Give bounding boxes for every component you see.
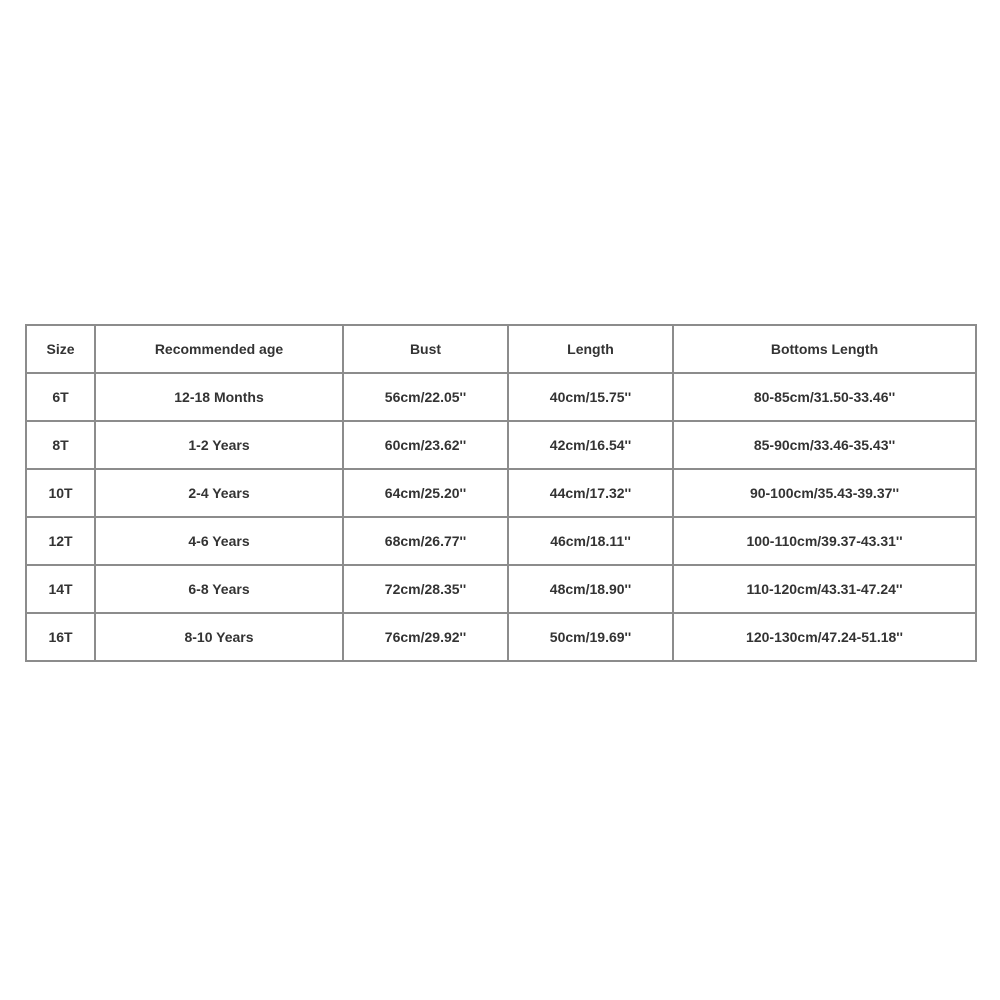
header-recommended-age: Recommended age [95, 325, 343, 373]
cell-size: 10T [26, 469, 95, 517]
cell-length: 50cm/19.69'' [508, 613, 673, 661]
cell-bottoms-length: 85-90cm/33.46-35.43'' [673, 421, 976, 469]
cell-bust: 72cm/28.35'' [343, 565, 508, 613]
table-row [26, 469, 976, 517]
cell-length: 42cm/16.54'' [508, 421, 673, 469]
header-length: Length [508, 325, 673, 373]
cell-bottoms-length: 110-120cm/43.31-47.24'' [673, 565, 976, 613]
cell-age: 4-6 Years [95, 517, 343, 565]
cell-length: 44cm/17.32'' [508, 469, 673, 517]
header-bottoms-length: Bottoms Length [673, 325, 976, 373]
cell-bottoms-length: 90-100cm/35.43-39.37'' [673, 469, 976, 517]
cell-length: 40cm/15.75'' [508, 373, 673, 421]
cell-age: 6-8 Years [95, 565, 343, 613]
cell-bottoms-length: 120-130cm/47.24-51.18'' [673, 613, 976, 661]
cell-age: 2-4 Years [95, 469, 343, 517]
cell-bottoms-length: 100-110cm/39.37-43.31'' [673, 517, 976, 565]
header-bust: Bust [343, 325, 508, 373]
cell-bottoms-length: 80-85cm/31.50-33.46'' [673, 373, 976, 421]
table-row [26, 613, 976, 661]
cell-age: 8-10 Years [95, 613, 343, 661]
table-row [26, 421, 976, 469]
cell-age: 1-2 Years [95, 421, 343, 469]
header-row [26, 325, 976, 373]
cell-bust: 64cm/25.20'' [343, 469, 508, 517]
cell-size: 12T [26, 517, 95, 565]
cell-bust: 76cm/29.92'' [343, 613, 508, 661]
cell-bust: 60cm/23.62'' [343, 421, 508, 469]
cell-size: 6T [26, 373, 95, 421]
table-row [26, 565, 976, 613]
cell-size: 14T [26, 565, 95, 613]
table-row [26, 373, 976, 421]
cell-age: 12-18 Months [95, 373, 343, 421]
size-chart-table [25, 324, 977, 662]
cell-size: 8T [26, 421, 95, 469]
cell-bust: 68cm/26.77'' [343, 517, 508, 565]
header-size: Size [26, 325, 95, 373]
table-row [26, 517, 976, 565]
cell-bust: 56cm/22.05'' [343, 373, 508, 421]
cell-length: 48cm/18.90'' [508, 565, 673, 613]
cell-length: 46cm/18.11'' [508, 517, 673, 565]
cell-size: 16T [26, 613, 95, 661]
